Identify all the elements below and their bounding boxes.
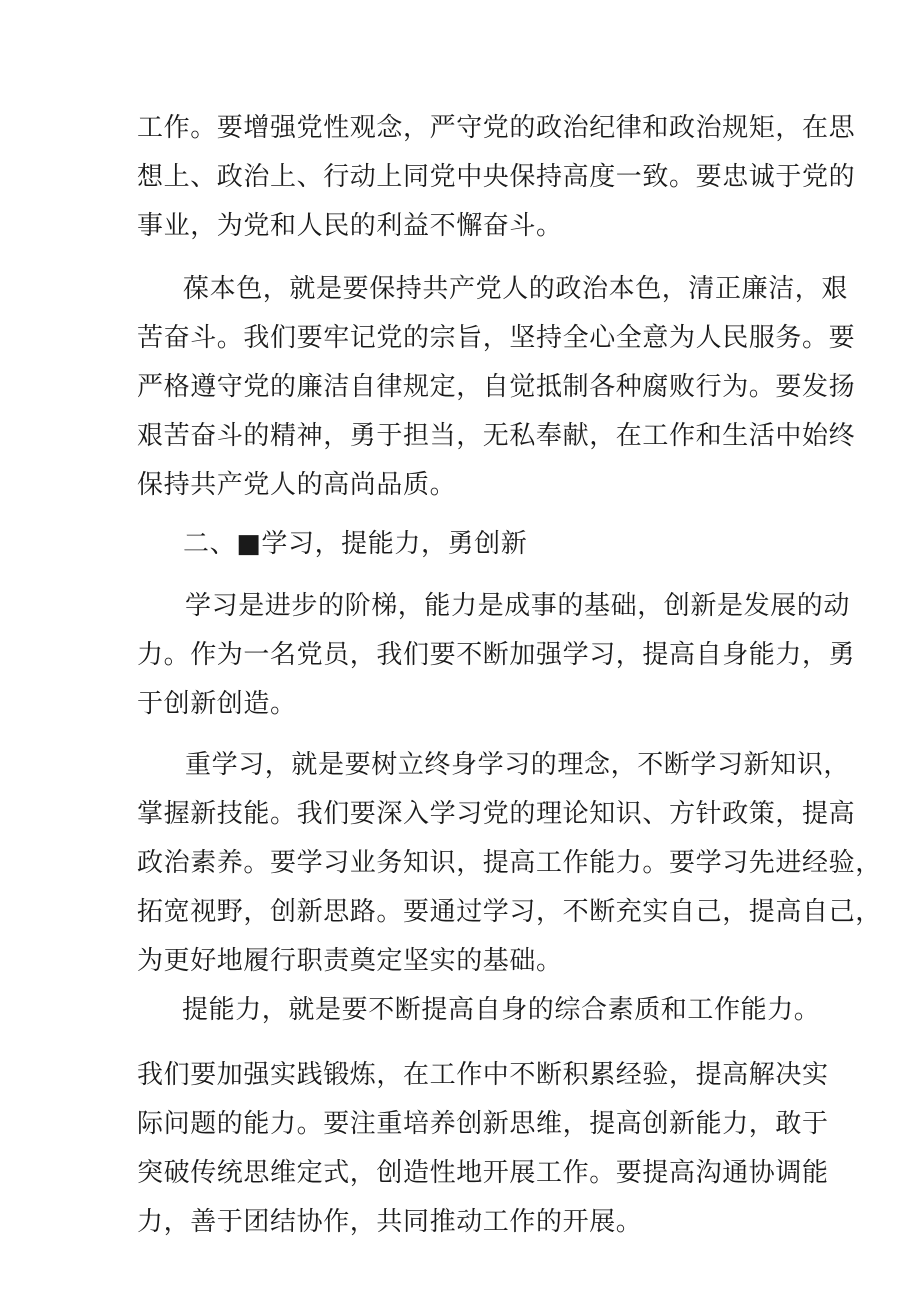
section-heading: 二、■学习，提能力，勇创新 (183, 529, 528, 559)
paragraph-line: 提能力，就是要不断提高自身的综合素质和工作能力。 (182, 995, 821, 1025)
paragraph-line: 于创新创造。 (137, 689, 297, 719)
paragraph-line: 保持共产党人的高尚品质。 (137, 470, 457, 500)
paragraph-line: 为更好地履行职责奠定坚实的基础。 (137, 946, 563, 976)
paragraph-line: 严格遵守党的廉洁自律规定，自觉抵制各种腐败行为。要发扬 (137, 372, 856, 402)
paragraph-line: 政治素养。要学习业务知识，提高工作能力。要学习先进经验， (137, 848, 882, 878)
paragraph-line: 想上、政治上、行动上同党中央保持高度一致。要忠诚于党的 (137, 162, 856, 192)
paragraph-line: 事业，为党和人民的利益不懈奋斗。 (137, 211, 563, 241)
paragraph-line: 力。作为一名党员，我们要不断加强学习，提高自身能力，勇 (137, 640, 856, 670)
paragraph-line: 力，善于团结协作，共同推动工作的开展。 (137, 1207, 643, 1237)
paragraph-line: 掌握新技能。我们要深入学习党的理论知识、方针政策，提高 (137, 799, 856, 829)
paragraph-line: 苦奋斗。我们要牢记党的宗旨，坚持全心全意为人民服务。要 (137, 323, 856, 353)
paragraph-line: 我们要加强实践锻炼，在工作中不断积累经验，提高解决实 (137, 1060, 829, 1090)
paragraph-line: 葆本色，就是要保持共产党人的政治本色，清正廉洁，艰 (183, 274, 849, 304)
paragraph-line: 学习是进步的阶梯，能力是成事的基础，创新是发展的动 (185, 591, 851, 621)
paragraph-line: 突破传统思维定式，创造性地开展工作。要提高沟通协调能 (137, 1158, 829, 1188)
paragraph-line: 重学习，就是要树立终身学习的理念，不断学习新知识， (185, 750, 851, 780)
paragraph-line: 拓宽视野，创新思路。要通过学习，不断充实自己，提高自己， (137, 897, 882, 927)
paragraph-line: 际问题的能力。要注重培养创新思维，提高创新能力，敢于 (137, 1109, 829, 1139)
paragraph-line: 艰苦奋斗的精神，勇于担当，无私奉献，在工作和生活中始终 (137, 421, 856, 451)
paragraph-line: 工作。要增强党性观念，严守党的政治纪律和政治规矩，在思 (137, 113, 856, 143)
